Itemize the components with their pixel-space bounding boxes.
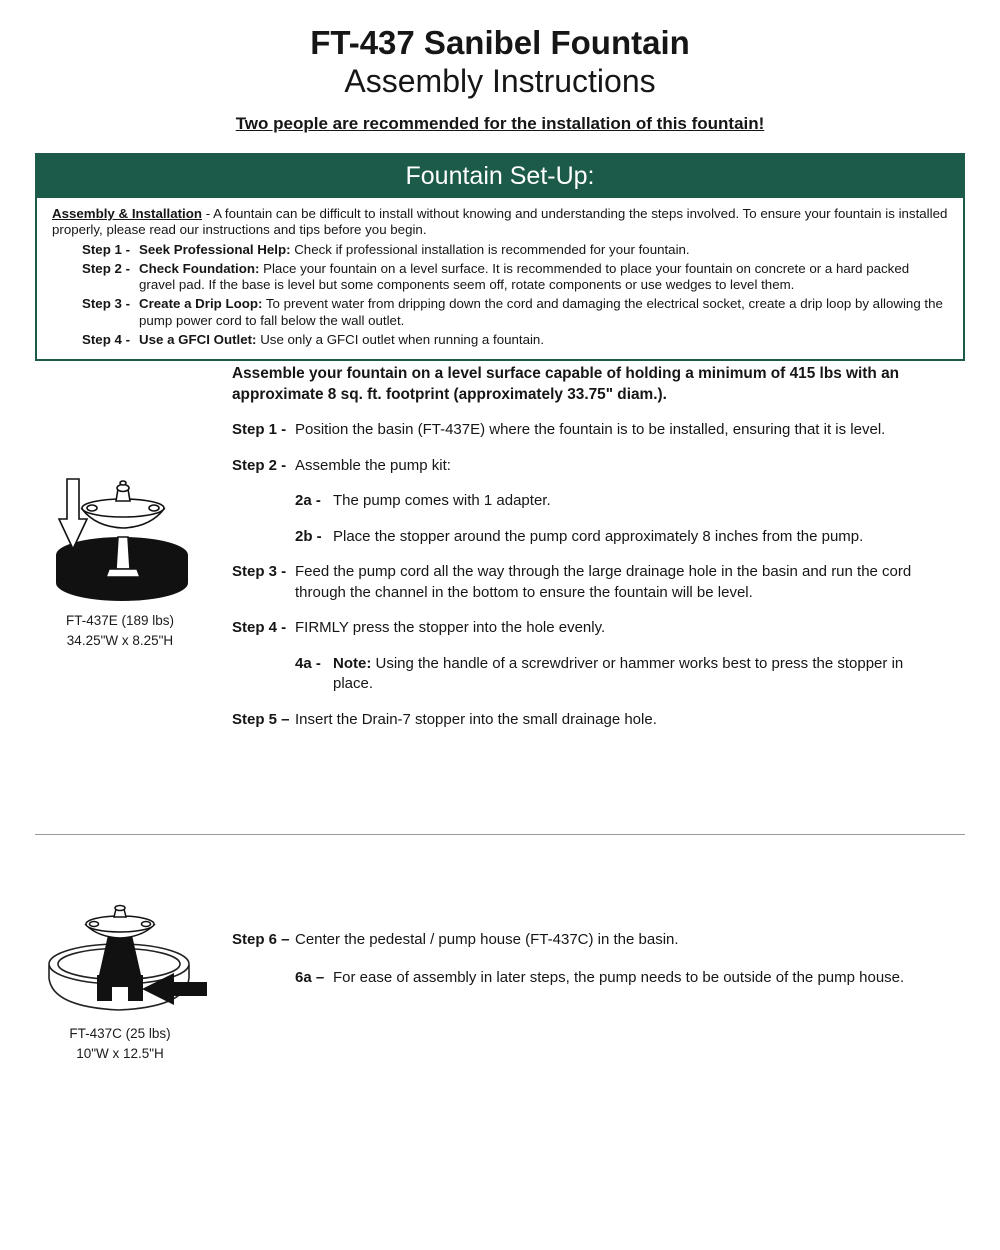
setup-box-body	[37, 198, 963, 359]
setup-box-banner: Fountain Set-Up:	[37, 155, 963, 198]
figure-caption-line2: 34.25"W x 8.25"H	[66, 633, 174, 648]
instruction-step-2a	[295, 491, 972, 512]
step-text: For ease of assembly in later steps, the pump needs to be outside of the pump house.	[333, 968, 905, 986]
step-text: Create a Drip Loop: To prevent water from dripping down the cord and damaging the electrical socket, create a drip loop by allowing the pump power cord to fall below the wall outlet.	[139, 296, 943, 328]
instruction-step-4	[232, 618, 972, 639]
step-label: 6a –	[295, 968, 325, 986]
instruction-step-4a	[295, 654, 972, 695]
step-label: 4a -	[295, 654, 321, 672]
step-label: Step 2 -	[82, 260, 131, 276]
step-text: FIRMLY press the stopper into the hole evenly.	[295, 619, 606, 636]
section-divider	[35, 834, 965, 835]
pedestal-placement-illustration	[30, 903, 210, 1015]
title-block	[0, 24, 1000, 100]
figure-caption-line1: FT-437E (189 lbs)	[65, 613, 175, 628]
step-label: Step 6 –	[232, 931, 290, 948]
setup-step-4	[82, 332, 949, 348]
step-text: Center the pedestal / pump house (FT-437C) in the basin.	[295, 931, 679, 948]
setup-steps-list	[52, 242, 949, 349]
step-label: Step 1 -	[232, 421, 287, 438]
step-label: Step 4 -	[82, 332, 131, 348]
figure-caption-line2: 10"W x 12.5"H	[76, 1046, 164, 1061]
step-label: 2a -	[295, 492, 321, 509]
step-text: Seek Professional Help: Check if professional installation is recommended for your fountain.	[139, 241, 690, 257]
page-title: FT-437 Sanibel Fountain	[310, 24, 690, 61]
main-intro-paragraph: Assemble your fountain on a level surface capable of holding a minimum of 415 lbs with an approximate 8 sq. ft. footprint (approximately 33.75" diam.).	[232, 365, 900, 403]
step-text: Assemble the pump kit:	[295, 456, 451, 474]
instruction-step-2b	[295, 527, 972, 548]
setup-step-1	[82, 242, 949, 258]
step-label: Step 3 -	[232, 563, 287, 580]
step-label: 2b -	[295, 527, 322, 545]
instruction-step-5	[232, 710, 972, 731]
instruction-step-1	[232, 420, 972, 441]
setup-intro-separator: -	[202, 206, 214, 221]
step-text: Check Foundation: Place your fountain on a level surface. It is recommended to place your fountain on concrete or a hard packed gravel pad. If the base is level but some components seem off, rotate components or use wedges to level them.	[139, 260, 910, 293]
page-subtitle: Assembly Instructions	[344, 63, 656, 99]
step-label: Step 5 –	[232, 710, 290, 728]
figure-caption-line1: FT-437C (25 lbs)	[69, 1026, 171, 1041]
step-text: Feed the pump cord all the way through the large drainage hole in the basin and run the cord through the channel in the bottom to ensure the fountain will be level.	[295, 563, 912, 601]
setup-step-2	[82, 261, 949, 294]
instruction-step-3	[232, 562, 972, 603]
step-label: Step 3 -	[82, 296, 131, 312]
setup-intro	[52, 206, 949, 239]
step-label: Step 4 -	[232, 619, 287, 636]
section2-instructions	[232, 930, 977, 988]
instruction-step-6	[232, 930, 977, 951]
step-text: The pump comes with 1 adapter.	[333, 492, 551, 509]
step-label: Step 2 -	[232, 456, 287, 474]
step-text: Position the basin (FT-437E) where the fountain is to be installed, ensuring that it is level.	[295, 421, 886, 438]
basin-placement-illustration	[30, 475, 210, 603]
fountain-top-shape	[86, 906, 154, 939]
instruction-step-6a	[295, 968, 977, 989]
instruction-step-2	[232, 456, 972, 477]
installation-notice: Two people are recommended for the installation of this fountain!	[235, 114, 765, 133]
setup-step-3	[82, 296, 949, 329]
figure-ft437c	[30, 903, 210, 1064]
figure-ft437e	[30, 475, 210, 651]
down-arrow-icon	[59, 479, 87, 549]
figure-caption	[30, 611, 210, 651]
main-instructions	[232, 363, 972, 730]
step-text: Place the stopper around the pump cord approximately 8 inches from the pump.	[333, 527, 864, 545]
step-label: Step 1 -	[82, 241, 131, 257]
step-text: Insert the Drain-7 stopper into the small drainage hole.	[295, 710, 657, 728]
figure-caption	[30, 1024, 210, 1064]
step-text: Use a GFCI Outlet: Use only a GFCI outlet when running a fountain.	[139, 332, 545, 348]
setup-intro-text: A fountain can be difficult to install without knowing and understanding the steps involved. To ensure your fountain is installed properly, please read our instructions and tips before you begin.	[52, 206, 948, 238]
setup-intro-label: Assembly & Installation	[52, 206, 202, 221]
step-text: Note: Using the handle of a screwdriver or hammer works best to press the stopper in place.	[333, 654, 904, 692]
setup-box	[35, 153, 965, 361]
